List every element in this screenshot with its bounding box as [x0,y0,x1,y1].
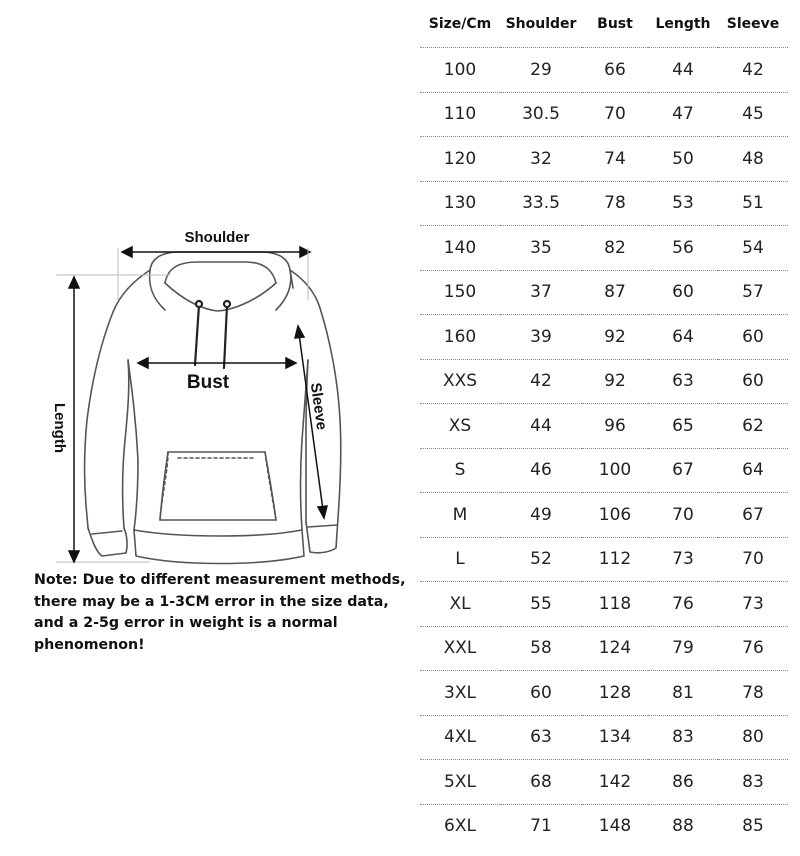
cell-bust: 66 [582,48,648,93]
cell-bust: 134 [582,715,648,760]
cell-length: 50 [648,137,718,182]
table-row [420,715,788,760]
table-row [420,493,788,538]
cell-bust: 92 [582,359,648,404]
table-row [420,760,788,805]
cell-shoulder: 37 [500,270,582,315]
cell-sleeve: 80 [718,715,788,760]
cell-shoulder: 63 [500,715,582,760]
cell-size: 160 [420,315,500,360]
table-header-row [420,0,788,48]
cell-sleeve: 85 [742,816,764,837]
bust-arrow [138,358,296,368]
table-row [420,48,788,93]
cell-size: 5XL [420,760,500,805]
table-row [420,804,788,848]
cell-shoulder: 39 [500,315,582,360]
cell-length: 79 [648,626,718,671]
cell-shoulder: 71 [530,816,552,837]
cell-sleeve: 54 [718,226,788,271]
cell-sleeve: 78 [718,671,788,716]
cell-shoulder: 49 [500,493,582,538]
cell-sleeve: 83 [718,760,788,805]
cell-length: 44 [648,48,718,93]
cell-sleeve: 45 [718,92,788,137]
length-guides [56,275,170,562]
cell-sleeve: 76 [718,626,788,671]
cell-size: 3XL [420,671,500,716]
table-row [420,92,788,137]
cell-bust: 96 [582,404,648,449]
length-arrow [69,277,79,562]
cell-size: XL [420,582,500,627]
cell-shoulder: 60 [500,671,582,716]
header-size: Size/Cm [420,0,500,48]
table-row [420,270,788,315]
table-row [420,537,788,582]
cell-size: XS [420,404,500,449]
cell-length: 73 [648,537,718,582]
cell-length: 83 [648,715,718,760]
hoodie-outline [85,252,341,564]
cell-shoulder: 44 [500,404,582,449]
table-row [420,404,788,449]
cell-bust: 70 [582,92,648,137]
note-line: and a 2-5g error in weight is a normal [34,615,338,631]
cell-size: 110 [420,92,500,137]
cell-sleeve: 57 [718,270,788,315]
cell-sleeve: 73 [718,582,788,627]
header-bust: Bust [582,0,648,48]
cell-bust: 148 [598,816,632,837]
cell-size: 4XL [420,715,500,760]
cell-bust: 106 [582,493,648,538]
header-length: Length [648,0,718,48]
table-row [420,582,788,627]
cell-length: 60 [648,270,718,315]
cell-size: 140 [420,226,500,271]
cell-sleeve: 62 [718,404,788,449]
cell-bust: 74 [582,137,648,182]
table-row [420,671,788,716]
cell-bust: 128 [582,671,648,716]
shoulder-label: Shoulder [184,229,250,246]
note-line: there may be a 1-3CM error in the size data, [34,593,389,610]
cell-bust: 100 [582,448,648,493]
cell-shoulder: 55 [500,582,582,627]
cell-size: 130 [420,181,500,226]
cell-length: 63 [648,359,718,404]
cell-shoulder: 29 [500,48,582,93]
shoulder-arrow [122,247,310,257]
cell-bust: 112 [582,537,648,582]
size-chart-table [420,0,788,848]
note-line: phenomenon! [34,636,145,653]
cell-length: 81 [648,671,718,716]
cell-shoulder: 52 [500,537,582,582]
cell-sleeve: 60 [718,359,788,404]
cell-bust: 78 [582,181,648,226]
cell-length: 88 [672,816,694,837]
cell-size: XXL [420,626,500,671]
table-row [420,315,788,360]
cell-sleeve: 70 [718,537,788,582]
cell-shoulder: 33.5 [500,181,582,226]
cell-length: 53 [648,181,718,226]
bust-label: Bust [186,372,230,393]
cell-shoulder: 68 [500,760,582,805]
cell-sleeve: 42 [718,48,788,93]
cell-sleeve: 51 [718,181,788,226]
cell-bust: 142 [582,760,648,805]
table-row [420,448,788,493]
cell-length: 64 [648,315,718,360]
table-row [420,359,788,404]
cell-length: 70 [648,493,718,538]
cell-size: M [420,493,500,538]
header-shoulder: Shoulder [500,0,582,48]
table-row [420,626,788,671]
cell-length: 56 [648,226,718,271]
sleeve-label: Sleeve [306,381,331,432]
length-label: Length [51,403,68,453]
measurement-note [34,570,409,656]
cell-size: 120 [420,137,500,182]
cell-shoulder: 46 [500,448,582,493]
header-sleeve: Sleeve [718,0,788,48]
cell-size: S [420,448,500,493]
table-row [420,181,788,226]
note-line: Note: Due to different measurement methods, [34,572,406,588]
cell-sleeve: 60 [718,315,788,360]
table-body [420,48,788,849]
cell-bust: 92 [582,315,648,360]
cell-shoulder: 35 [500,226,582,271]
cell-length: 65 [648,404,718,449]
cell-sleeve: 48 [718,137,788,182]
table-row [420,137,788,182]
cell-sleeve: 64 [718,448,788,493]
cell-shoulder: 58 [500,626,582,671]
hoodie-measurement-diagram [0,0,420,580]
cell-bust: 87 [582,270,648,315]
table-row [420,226,788,271]
cell-length: 67 [648,448,718,493]
cell-length: 47 [648,92,718,137]
cell-size: 100 [420,48,500,93]
cell-size: XXS [420,359,500,404]
cell-size: 6XL [444,816,476,837]
cell-shoulder: 32 [500,137,582,182]
cell-shoulder: 42 [500,359,582,404]
cell-length: 76 [648,582,718,627]
cell-size: 150 [420,270,500,315]
cell-bust: 82 [582,226,648,271]
cell-sleeve: 67 [718,493,788,538]
cell-shoulder: 30.5 [500,92,582,137]
cell-size: L [420,537,500,582]
cell-length: 86 [648,760,718,805]
cell-bust: 118 [582,582,648,627]
cell-bust: 124 [582,626,648,671]
